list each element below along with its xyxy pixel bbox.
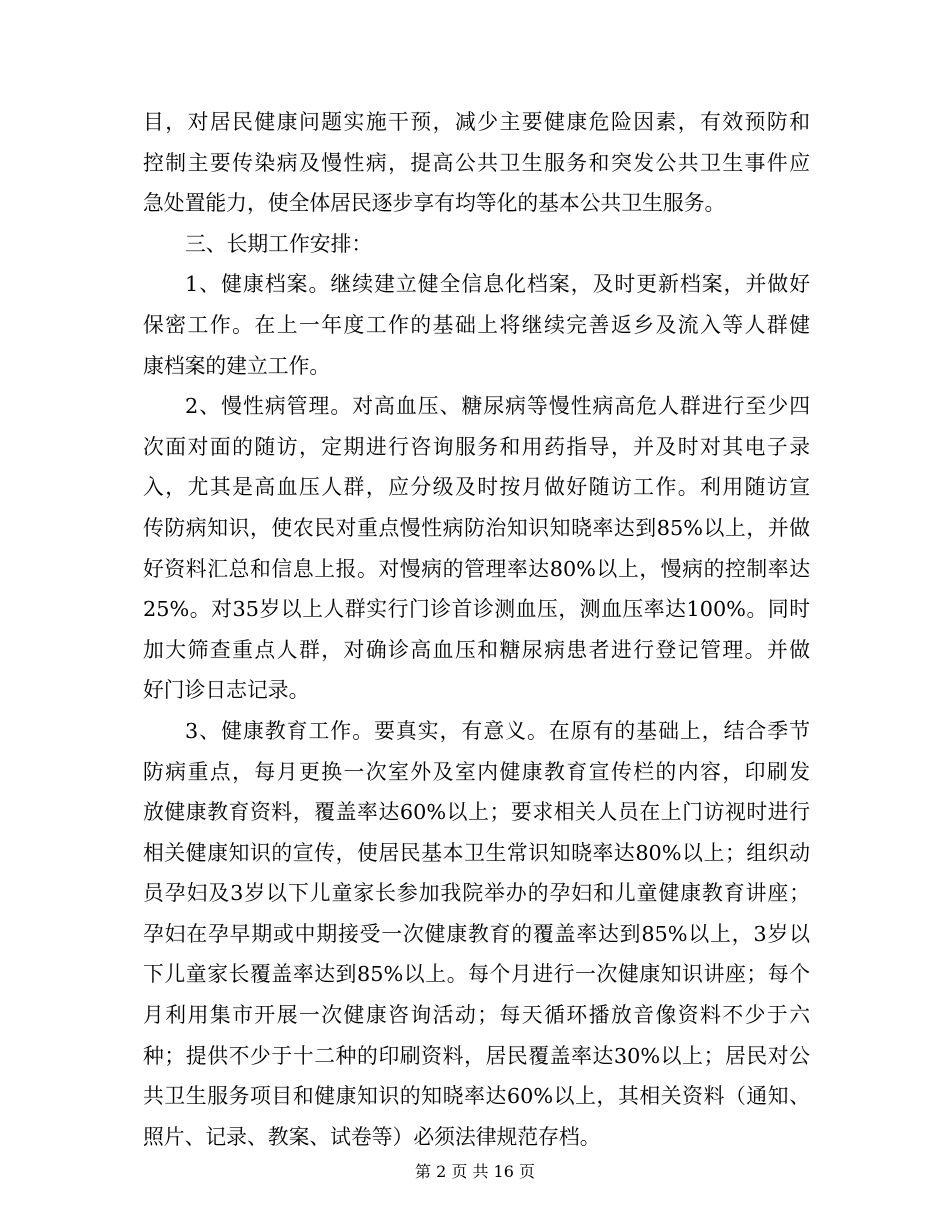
text-line: 防病重点，每月更换一次室外及室内健康教育宣传栏的内容，印刷发 [143, 759, 810, 784]
text-line: 放健康教育资料，覆盖率达60%以上；要求相关人员在上门访视时进行 [143, 800, 810, 825]
text-line: 好门诊日志记录。 [143, 678, 310, 703]
text-line: 传防病知识，使农民对重点慢性病防治知识知晓率达到85%以上，并做 [143, 515, 810, 540]
text-line: 员孕妇及3岁以下儿童家长参加我院举办的孕妇和儿童健康教育讲座； [143, 881, 810, 906]
text-line: 加大筛查重点人群，对确诊高血压和糖尿病患者进行登记管理。并做 [143, 637, 810, 662]
page-footer: 第 2 页 共 16 页 [415, 1162, 535, 1181]
text-line: 次面对面的随访，定期进行咨询服务和用药指导，并及时对其电子录 [143, 434, 810, 459]
section-heading: 三、长期工作安排： [185, 231, 373, 256]
text-line: 照片、记录、教案、试卷等）必须法律规范存档。 [143, 1124, 601, 1149]
text-line: 2、慢性病管理。对高血压、糖尿病等慢性病高危人群进行至少四 [185, 394, 810, 419]
document-body [143, 102, 810, 1157]
text-line: 入，尤其是高血压人群，应分级及时按月做好随访工作。利用随访宣 [143, 475, 810, 500]
text-line: 目，对居民健康问题实施干预，减少主要健康危险因素，有效预防和 [143, 110, 810, 134]
text-line: 下儿童家长覆盖率达到85%以上。每个月进行一次健康知识讲座；每个 [143, 962, 810, 987]
text-line: 孕妇在孕早期或中期接受一次健康教育的覆盖率达到85%以上，3岁以 [143, 921, 810, 946]
text-line: 1、健康档案。继续建立健全信息化档案，及时更新档案，并做好 [185, 272, 810, 297]
text-line: 控制主要传染病及慢性病，提高公共卫生服务和突发公共卫生事件应 [143, 150, 810, 175]
text-line: 康档案的建立工作。 [143, 353, 331, 378]
text-line: 月利用集市开展一次健康咨询活动；每天循环播放音像资料不少于六 [143, 1003, 810, 1028]
text-line: 保密工作。在上一年度工作的基础上将继续完善返乡及流入等人群健 [143, 312, 810, 337]
text-line: 3、健康教育工作。要真实，有意义。在原有的基础上，结合季节 [185, 718, 810, 743]
text-line: 25%。对35岁以上人群实行门诊首诊测血压，测血压率达100%。同时 [143, 597, 810, 622]
text-line: 好资料汇总和信息上报。对慢病的管理率达80%以上，慢病的控制率达 [143, 556, 810, 581]
text-line: 急处置能力，使全体居民逐步享有均等化的基本公共卫生服务。 [143, 191, 726, 216]
text-line: 共卫生服务项目和健康知识的知晓率达60%以上，其相关资料（通知、 [143, 1084, 810, 1109]
text-line: 相关健康知识的宣传，使居民基本卫生常识知晓率达80%以上；组织动 [143, 840, 810, 865]
text-line: 种；提供不少于十二种的印刷资料，居民覆盖率达30%以上；居民对公 [143, 1043, 810, 1068]
